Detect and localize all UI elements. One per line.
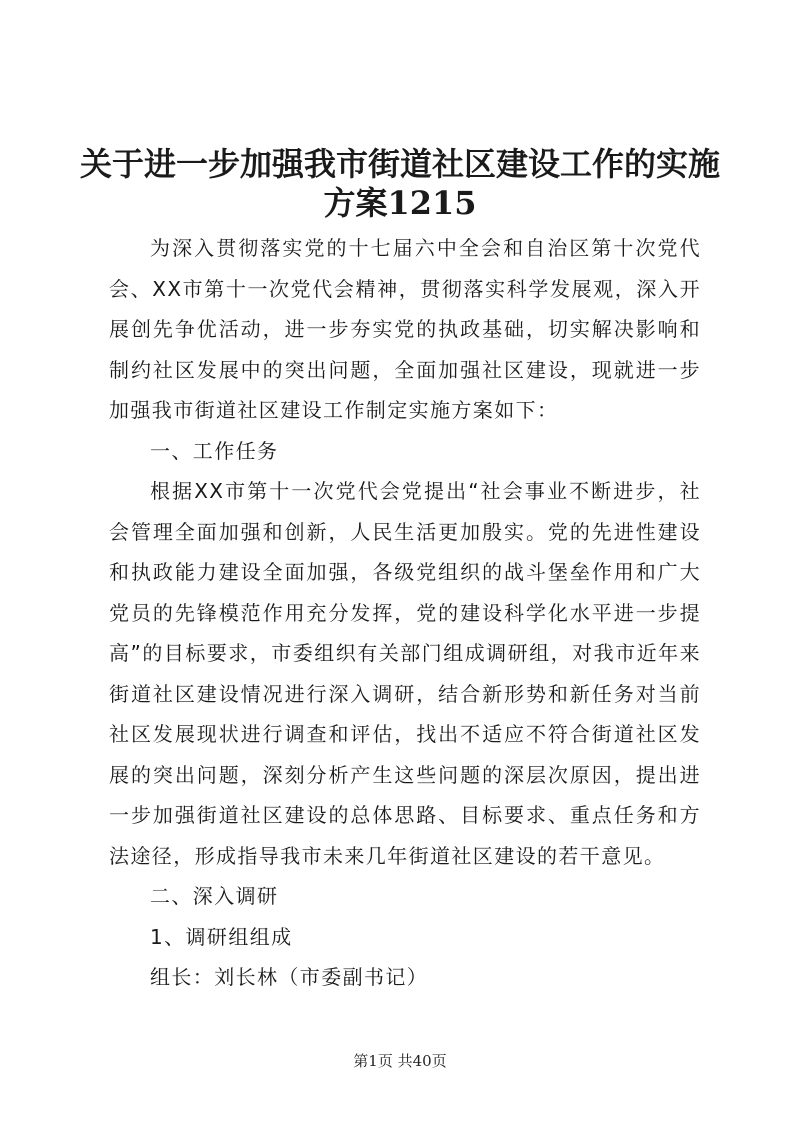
document-title-line-1: 关于进一步加强我市街道社区建设工作的实施 — [79, 145, 720, 183]
work-tasks-paragraph: 根据XX市第十一次党代会党提出“社会事业不断进步，社会管理全面加强和创新，人民生活更加殷实。党的先进性建设和执政能力建设全面加强，各级党组织的战斗堡垒作用和广大党员的先锋模范作用充分发挥，党的建设科学化水平进一步提高”的目标要求，市委组织有关部门组成调研组，对我市近年来街道社区建设情况进行深入调研，结合新形势和新任务对当前社区发展现状进行调查和评估，找出不适应不符合街道社区发展的突出问题，深刻分析产生这些问题的深层次原因，提出进一步加强街道社区建设的总体思路、目标要求、重点任务和方法途径，形成指导我市未来几年街道社区建设的若干意见。 — [109, 479, 701, 868]
section-heading-work-tasks: 一、工作任务 — [150, 438, 279, 463]
intro-paragraph: 为深入贯彻落实党的十七届六中全会和自治区第十次党代会、XX市第十一次党代会精神，贯彻落实科学发展观，深入开展创先争优活动，进一步夯实党的执政基础，切实解决影响和制约社区发展中的突出问题，全面加强社区建设，现就进一步加强我市街道社区建设工作制定实施方案如下： — [109, 236, 701, 422]
document-body — [109, 228, 701, 998]
page-number-footer: 第1页 共40页 — [353, 1052, 447, 1070]
subsection-heading-research-team: 1、调研组组成 — [150, 924, 293, 949]
document-title-line-2: 方案1215 — [323, 184, 477, 222]
team-leader-line: 组长：刘长林（市委副书记） — [150, 965, 429, 989]
section-heading-research: 二、深入调研 — [150, 884, 279, 908]
